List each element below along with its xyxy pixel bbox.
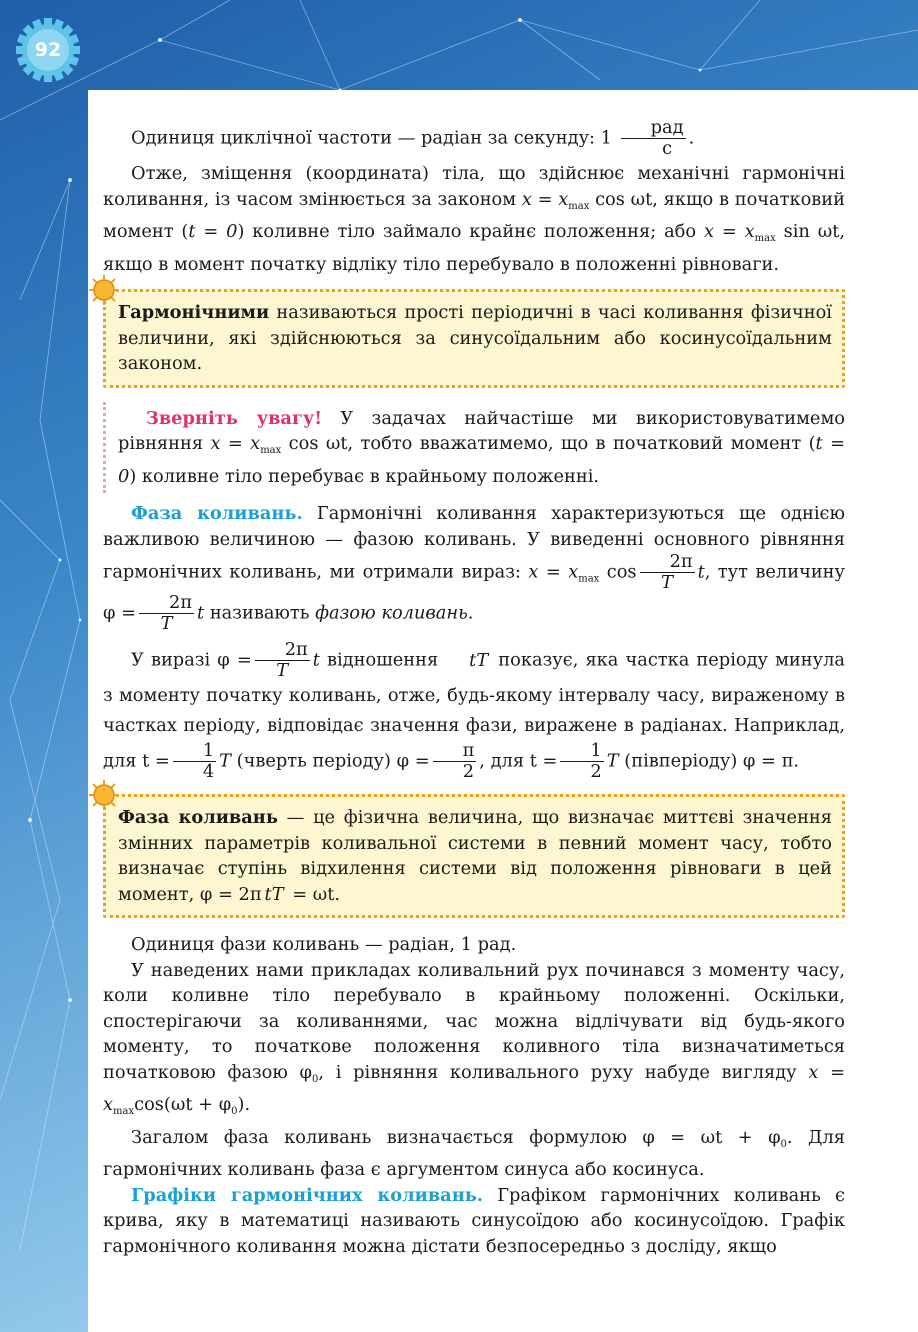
fraction: $\frac{\pi}{2}$ bbox=[433, 741, 477, 782]
fraction: $\frac{1}{2}$ bbox=[560, 741, 603, 782]
sun-icon bbox=[88, 274, 120, 306]
paragraph-phase-unit: Одиниця фази коливань — радіан, 1 рад. bbox=[131, 934, 517, 955]
page-content bbox=[103, 118, 845, 1259]
definition-box-harmonic bbox=[103, 289, 845, 388]
definition-text: Гармонічними називаються прості періодичні в часі коливання фізичної величини, які здійснюються за синусоїдальним або косинусоїдальним законом. bbox=[118, 302, 832, 374]
fraction: $\frac{\text{рад}}{с}$ bbox=[621, 118, 686, 159]
fraction: tT bbox=[469, 649, 489, 671]
fraction: $\frac{1}{4}$ bbox=[173, 741, 216, 782]
section-heading: Фаза коливань. bbox=[131, 503, 303, 524]
note-text: Зверніть увагу! У задачах найчастіше ми використовуватимемо рівняння $x = x_{max}$ cos ωt, тобто вважатимемо, що в початковий момент (t = 0) коливне тіло перебуває в крайньому положенні. bbox=[118, 407, 845, 487]
paragraph-phase-ratio: У виразі φ = $\frac{2\pi}{T}$ t відношення tT показує, яка частка періоду минула з моменту початку коливань, отже, будь-якому інтервалу часу, вираженому в частках періоду, відповідає значення фази, виражене в радіанах. Наприклад, для t = $\frac{1}{4}$ T (чверть періоду) φ = $\frac{\pi}{2}$ , для t = $\frac{1}{2}$ T (півперіоду) φ = π. bbox=[103, 639, 845, 782]
page-number: 92 bbox=[34, 39, 62, 61]
section-heading: Графіки гармонічних коливань. bbox=[131, 1184, 483, 1206]
fraction: $\frac{2\pi}{T}$ bbox=[255, 640, 310, 681]
sun-icon bbox=[88, 779, 120, 811]
paragraph-unit: Одиниця циклічної частоти — радіан за секунду: 1 $\frac{\text{рад}}{с}$ . bbox=[131, 117, 695, 159]
paragraph-initial-phase: У наведених нами прикладах коливальний рух починався з моменту часу, коли коливне тіло перебувало в крайньому положенні. Оскільки, спостерігаючи за коливаннями, час можна відлічувати від будь-якого моменту, то початкове положення коливного тіла визначатиметься початковою фазою $\varphi_0$, і рівняння коливального руху набуде вигляду $x = x_{max}\cos(\omega t + \varphi_0)$. bbox=[103, 959, 845, 1117]
definition-box-phase bbox=[103, 794, 845, 918]
paragraph-phase-formula: Загалом фаза коливань визначається формулою $\varphi = \omega t + \varphi_0$. Для гармонічних коливань фаза є аргументом синуса або косинуса. bbox=[103, 1126, 845, 1180]
fraction: $\frac{2\pi}{T}$ bbox=[640, 552, 695, 593]
paragraph-graphs: Графіки гармонічних коливань. Графіком гармонічних коливань є крива, яку в математиці називають синусоїдою або косинусоїдою. Графік гармонічного коливання можна дістати безпосередньо з досліду, якщо bbox=[103, 1184, 845, 1257]
paragraph-displacement: Отже, зміщення (координата) тіла, що здійснює механічні гармонічні коливання, із часом змінюється за законом $x = x_{max}$ cos ωt, якщо в початковий момент (t = 0) коливне тіло займало крайнє положення; або $x = x_{max}$ sin ωt, якщо в момент початку відліку тіло перебувало в положенні рівноваги. bbox=[103, 163, 846, 275]
paragraph-phase: Фаза коливань. Гармонічні коливання характеризуються ще однією важливою величиною — фазою коливань. У виведенні основного рівняння гармонічних коливань, ми отримали вираз: $x = x_{max}$ cos $\frac{2\pi}{T} t$, тут величину φ = $\frac{2\pi}{T}$ t називають фазою коливань. bbox=[103, 503, 845, 634]
fraction: tT bbox=[264, 883, 284, 905]
fraction: $\frac{2\pi}{T}$ bbox=[139, 593, 194, 634]
attention-note bbox=[103, 402, 845, 494]
definition-text: Фаза коливань — це фізична величина, що визначає миттєві значення змінних параметрів коливальної системи в певний момент часу, тобто визначає ступінь відхилення системи від положення рівноваги в цей момент, φ = 2π tT = ωt. bbox=[118, 807, 832, 905]
